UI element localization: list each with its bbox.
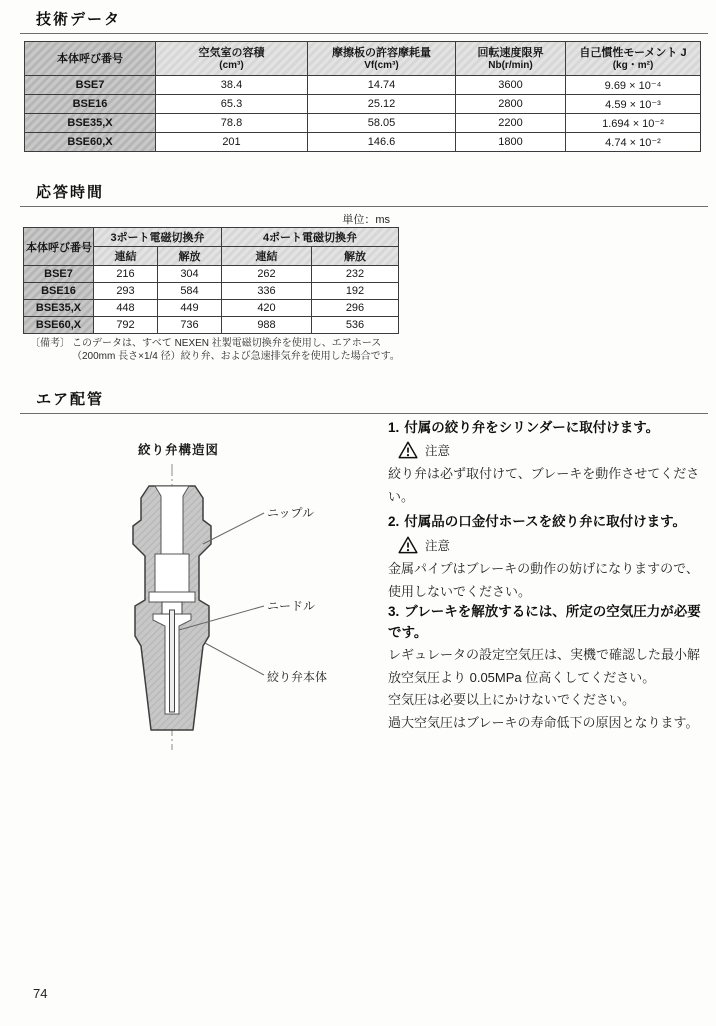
remark-label: 〔備考〕 bbox=[30, 338, 70, 349]
value-cell: 1800 bbox=[456, 133, 566, 152]
value-cell: 420 bbox=[222, 300, 312, 317]
value-cell: 792 bbox=[94, 317, 158, 334]
column-header-4port-valve: 4ポート電磁切換弁 bbox=[222, 228, 399, 247]
model-cell: BSE60,X bbox=[25, 133, 156, 152]
value-cell: 2800 bbox=[456, 95, 566, 114]
value-cell: 58.05 bbox=[308, 114, 456, 133]
label-nipple: ニップル bbox=[267, 506, 315, 520]
label-valve-body: 絞り弁本体 bbox=[267, 670, 328, 684]
leader-line-body bbox=[205, 643, 264, 675]
step-1-heading bbox=[388, 417, 708, 438]
warning-icon bbox=[398, 441, 418, 459]
step-3-body-line: 過大空気圧はブレーキの寿命低下の原因となります。 bbox=[388, 714, 699, 730]
step-1-body: 絞り弁は必ず取付けて、ブレーキを動作させてください。 bbox=[388, 466, 700, 504]
page-number: 74 bbox=[33, 986, 48, 1001]
step-number: 1. bbox=[388, 420, 400, 435]
column-header-3port-valve: 3ポート電磁切換弁 bbox=[94, 228, 222, 247]
column-header-wear-volume: 摩擦板の許容摩耗量 Vf(cm³) bbox=[308, 42, 456, 76]
section-title-response-time: 応答時間 bbox=[36, 184, 105, 201]
step-2-body: 金属パイプはブレーキの動作の妨げになりますので、使用しないでください。 bbox=[388, 561, 699, 599]
value-cell: 216 bbox=[94, 266, 158, 283]
value-cell: 736 bbox=[158, 317, 222, 334]
value-cell: 4.74 × 10⁻² bbox=[566, 133, 701, 152]
column-header-engage: 連結 bbox=[94, 247, 158, 266]
table-row bbox=[25, 95, 701, 114]
column-header-chamber-volume: 空気室の容積 (cm³) bbox=[156, 42, 308, 76]
value-cell: 232 bbox=[312, 266, 399, 283]
value-cell: 536 bbox=[312, 317, 399, 334]
value-cell: 336 bbox=[222, 283, 312, 300]
section-title-tech-data: 技術データ bbox=[36, 11, 122, 28]
response-time-table bbox=[23, 227, 399, 334]
value-cell: 14.74 bbox=[308, 76, 456, 95]
caution-note-1 bbox=[388, 441, 450, 459]
value-cell: 78.8 bbox=[156, 114, 308, 133]
table-row bbox=[25, 114, 701, 133]
value-cell: 9.69 × 10⁻⁴ bbox=[566, 76, 701, 95]
value-cell: 65.3 bbox=[156, 95, 308, 114]
column-header-model: 本体呼び番号 bbox=[24, 228, 94, 266]
model-cell: BSE7 bbox=[24, 266, 94, 283]
label-needle: ニードル bbox=[267, 599, 316, 613]
needle-stem bbox=[170, 610, 175, 712]
value-cell: 25.12 bbox=[308, 95, 456, 114]
stem-section bbox=[155, 554, 189, 592]
step-3-body-line: 空気圧は必要以上にかけないでください。 bbox=[388, 692, 636, 707]
tech-table-header-row bbox=[25, 42, 701, 76]
unit-note: 単位：ms bbox=[342, 214, 390, 226]
model-cell: BSE7 bbox=[25, 76, 156, 95]
section-rule bbox=[20, 206, 708, 207]
remark-line: このデータは、すべて NEXEN 社製電磁切換弁を使用し、エアホース bbox=[72, 338, 382, 349]
value-cell: 584 bbox=[158, 283, 222, 300]
value-cell: 1.694 × 10⁻² bbox=[566, 114, 701, 133]
column-header-speed-limit: 回転速度限界 Nb(r/min) bbox=[456, 42, 566, 76]
column-header-inertia: 自己慣性モーメント J (kg・m²) bbox=[566, 42, 701, 76]
model-cell: BSE16 bbox=[25, 95, 156, 114]
column-header-release: 解放 bbox=[158, 247, 222, 266]
table-row bbox=[24, 300, 399, 317]
section-rule bbox=[20, 33, 708, 34]
step-3-heading bbox=[388, 601, 708, 643]
section-rule bbox=[20, 413, 708, 414]
diagram-caption: 絞り弁構造図 bbox=[138, 443, 220, 457]
caution-label: 注意 bbox=[425, 539, 451, 553]
response-header-group-row bbox=[24, 228, 399, 247]
value-cell: 448 bbox=[94, 300, 158, 317]
remark-text bbox=[72, 337, 400, 363]
step-number: 2. bbox=[388, 514, 400, 529]
model-cell: BSE35,X bbox=[24, 300, 94, 317]
remark-line: （200mm 長さ×1/4 径）絞り弁、および急速排気弁を使用した場合です。 bbox=[72, 351, 400, 362]
value-cell: 304 bbox=[158, 266, 222, 283]
remark-note bbox=[30, 337, 400, 363]
model-cell: BSE16 bbox=[24, 283, 94, 300]
column-header-release: 解放 bbox=[312, 247, 399, 266]
value-cell: 2200 bbox=[456, 114, 566, 133]
value-cell: 296 bbox=[312, 300, 399, 317]
table-row bbox=[24, 266, 399, 283]
step-heading-text: 付属品の口金付ホースを絞り弁に取付けます。 bbox=[404, 514, 687, 529]
caution-label: 注意 bbox=[425, 444, 451, 458]
tech-data-table bbox=[24, 41, 701, 152]
column-header-model: 本体呼び番号 bbox=[25, 42, 156, 76]
step-3-body bbox=[388, 644, 708, 734]
table-row bbox=[25, 133, 701, 152]
table-row bbox=[24, 317, 399, 334]
valve-cross-section-drawing bbox=[115, 460, 395, 755]
step-3-body-line: レギュレータの設定空気圧は、実機で確認した最小解放空気圧より 0.05MPa 位高くしてください。 bbox=[388, 647, 701, 685]
step-2-heading bbox=[388, 511, 708, 532]
value-cell: 3600 bbox=[456, 76, 566, 95]
value-cell: 449 bbox=[158, 300, 222, 317]
value-cell: 146.6 bbox=[308, 133, 456, 152]
model-cell: BSE60,X bbox=[24, 317, 94, 334]
value-cell: 38.4 bbox=[156, 76, 308, 95]
throttle-valve-diagram bbox=[115, 460, 395, 755]
value-cell: 4.59 × 10⁻³ bbox=[566, 95, 701, 114]
value-cell: 192 bbox=[312, 283, 399, 300]
step-heading-text: ブレーキを解放するには、所定の空気圧力が必要です。 bbox=[388, 604, 701, 640]
step-number: 3. bbox=[388, 604, 400, 619]
table-row bbox=[24, 283, 399, 300]
flange bbox=[149, 592, 195, 602]
model-cell: BSE35,X bbox=[25, 114, 156, 133]
value-cell: 201 bbox=[156, 133, 308, 152]
leader-line-nipple bbox=[203, 513, 264, 544]
table-row bbox=[25, 76, 701, 95]
value-cell: 262 bbox=[222, 266, 312, 283]
value-cell: 988 bbox=[222, 317, 312, 334]
section-title-air-piping: エア配管 bbox=[36, 391, 105, 408]
caution-note-2 bbox=[388, 536, 450, 554]
warning-icon bbox=[398, 536, 418, 554]
step-heading-text: 付属の絞り弁をシリンダーに取付けます。 bbox=[404, 420, 660, 435]
value-cell: 293 bbox=[94, 283, 158, 300]
column-header-engage: 連結 bbox=[222, 247, 312, 266]
